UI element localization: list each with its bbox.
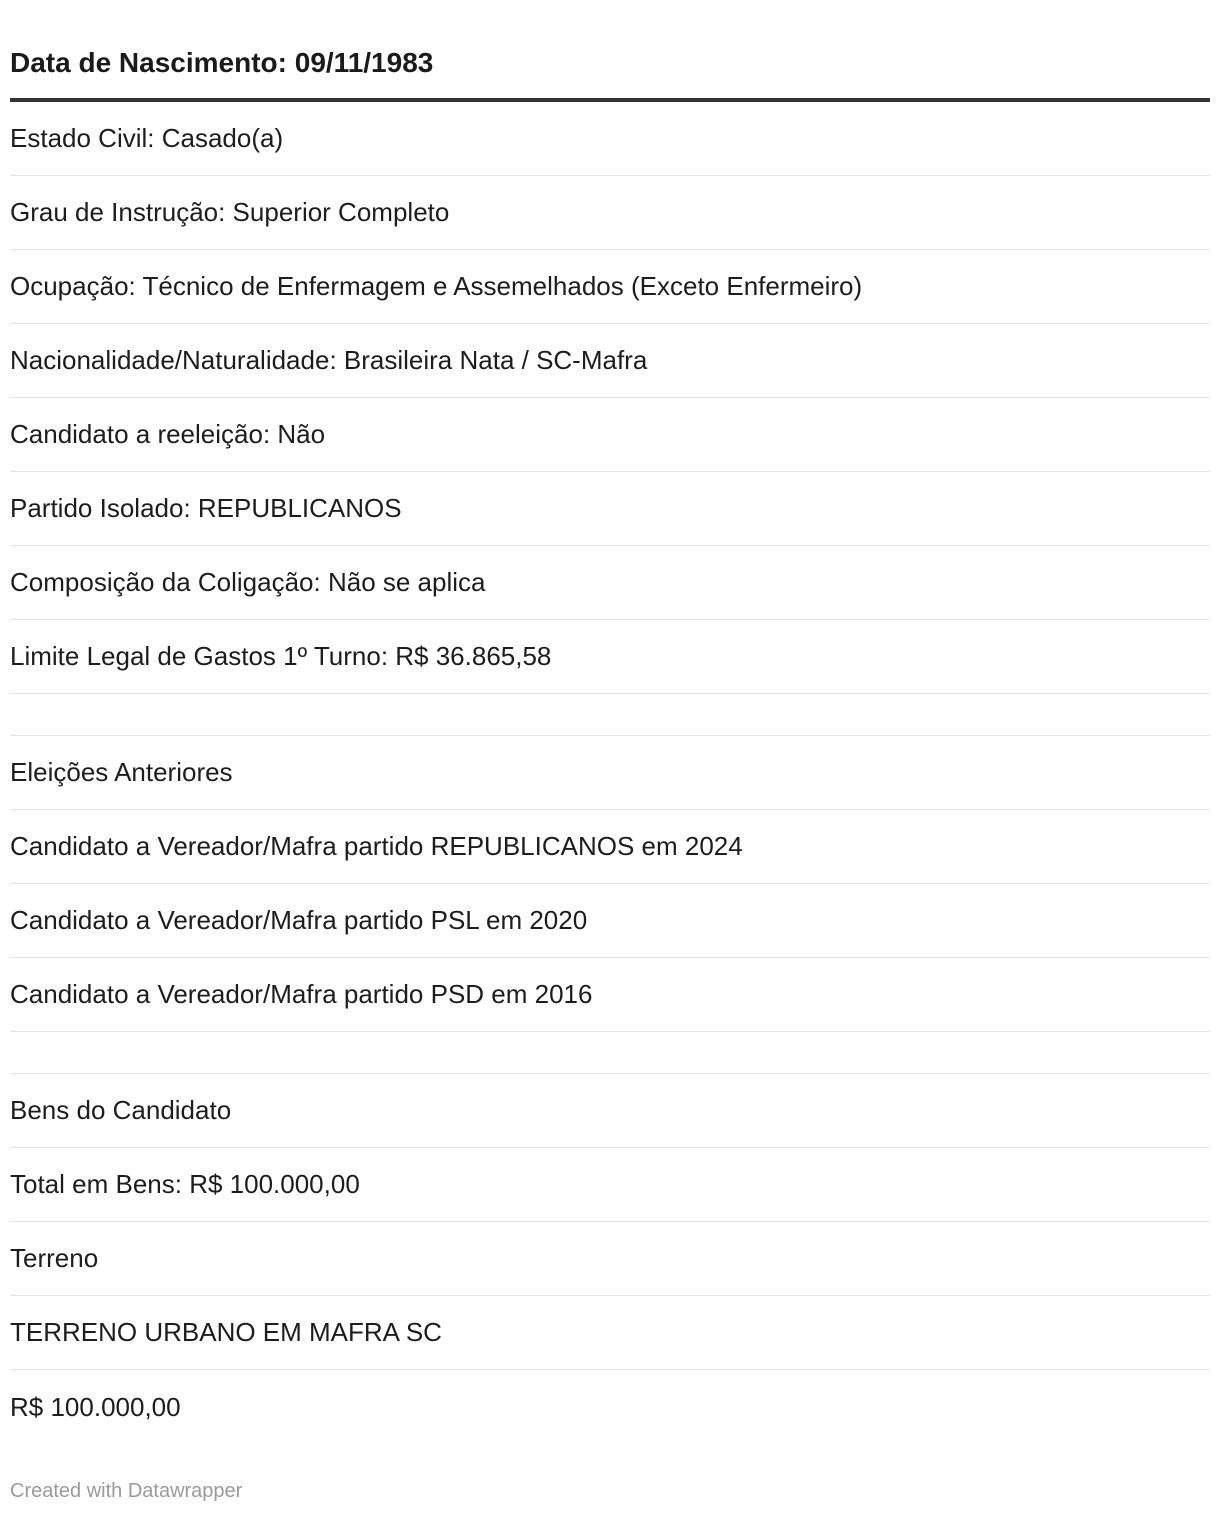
table-row-asset-value — [10, 1370, 1210, 1444]
table-row-election-2020 — [10, 884, 1210, 958]
table-row-total-assets — [10, 1148, 1210, 1222]
cell-previous-elections-title: Eleições Anteriores — [10, 757, 233, 787]
cell-election-2020: Candidato a Vereador/Mafra partido PSL em 2020 — [10, 905, 588, 935]
cell-election-2016: Candidato a Vereador/Mafra partido PSD em 2016 — [10, 979, 593, 1009]
table-row-education — [10, 176, 1210, 250]
datawrapper-credit: Created with Datawrapper — [10, 1480, 243, 1502]
cell-spending-limit: Limite Legal de Gastos 1º Turno: R$ 36.865,58 — [10, 641, 552, 671]
cell-occupation: Ocupação: Técnico de Enfermagem e Assemelhados (Exceto Enfermeiro) — [10, 271, 863, 301]
table-row-spending-limit — [10, 620, 1210, 694]
table-row-party — [10, 472, 1210, 546]
table-row-occupation — [10, 250, 1210, 324]
cell-party: Partido Isolado: REPUBLICANOS — [10, 493, 402, 523]
table-header — [10, 0, 1210, 102]
table-row-asset-description — [10, 1296, 1210, 1370]
table-row-previous-elections-title — [10, 736, 1210, 810]
cell-assets-title: Bens do Candidato — [10, 1095, 232, 1125]
table-row-nationality — [10, 324, 1210, 398]
cell-coalition: Composição da Coligação: Não se aplica — [10, 567, 486, 597]
cell-total-assets: Total em Bens: R$ 100.000,00 — [10, 1169, 360, 1199]
table-row-empty — [10, 694, 1210, 736]
table-row-asset-type — [10, 1222, 1210, 1296]
cell-asset-type: Terreno — [10, 1243, 99, 1273]
table-row-marital-status — [10, 102, 1210, 176]
table-row-election-2024 — [10, 810, 1210, 884]
cell-election-2024: Candidato a Vereador/Mafra partido REPUBLICANOS em 2024 — [10, 831, 743, 861]
cell-marital-status: Estado Civil: Casado(a) — [10, 123, 284, 153]
cell-nationality: Nacionalidade/Naturalidade: Brasileira Nata / SC-Mafra — [10, 345, 648, 375]
cell-reelection: Candidato a reeleição: Não — [10, 419, 326, 449]
cell-education: Grau de Instrução: Superior Completo — [10, 197, 450, 227]
table-row-empty — [10, 1032, 1210, 1074]
table-row-reelection — [10, 398, 1210, 472]
cell-asset-value: R$ 100.000,00 — [10, 1391, 181, 1422]
table-row-coalition — [10, 546, 1210, 620]
table-row-election-2016 — [10, 958, 1210, 1032]
data-table — [10, 0, 1210, 1444]
table-row-assets-title — [10, 1074, 1210, 1148]
header-birthdate: Data de Nascimento: 09/11/1983 — [10, 47, 434, 78]
cell-asset-description: TERRENO URBANO EM MAFRA SC — [10, 1317, 442, 1347]
